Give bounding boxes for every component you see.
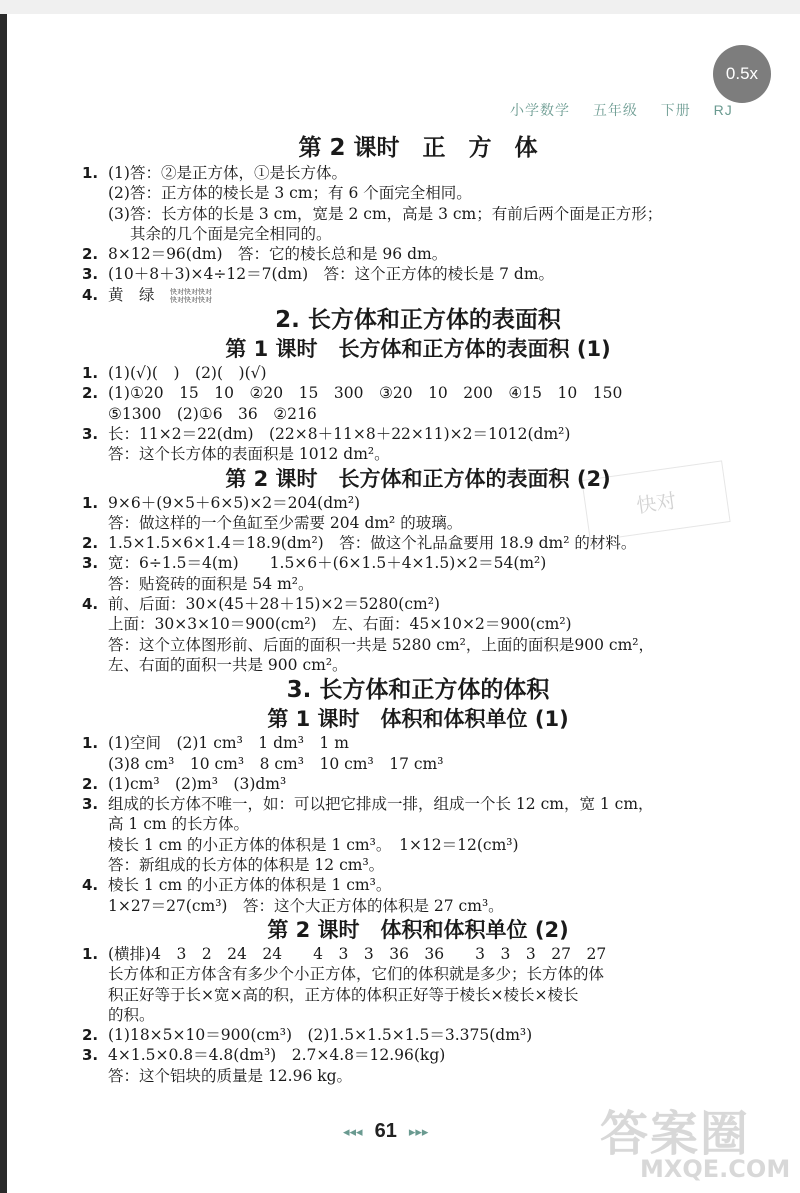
answer-text: 棱长 1 cm 的小正方体的体积是 1 cm³。 (108, 876, 392, 895)
note-line: 快对快对快对 (170, 288, 212, 296)
answer-text: 高 1 cm 的长方体。 (108, 815, 250, 834)
next-arrows-icon: ▸▸▸ (408, 1123, 429, 1139)
answer-text: (1)空间 (2)1 cm³ 1 dm³ 1 m (108, 734, 349, 753)
answer-continuation (88, 896, 788, 916)
answer-item (82, 244, 788, 264)
answer-item (82, 944, 788, 964)
answer-text: 其余的几个面是完全相同的。 (130, 224, 332, 243)
prev-arrows-icon: ◂◂◂ (343, 1123, 363, 1139)
answer-text: (1)18×5×10＝900(cm³) (2)1.5×1.5×1.5＝3.375(dm³) (108, 1026, 533, 1045)
answer-continuation (88, 985, 788, 1005)
item-number: 4. (82, 876, 99, 895)
lesson-title: 第 2 课时 长方体和正方体的表面积 (2) (225, 466, 611, 491)
item-number: 2. (82, 1026, 99, 1045)
answer-text: (1)cm³ (2)m³ (3)dm³ (108, 774, 287, 793)
answer-item (82, 363, 788, 383)
answer-text: (1)(√)( ) (2)( )(√) (108, 364, 267, 383)
answer-text: 组成的长方体不唯一，如：可以把它排成一排，组成一个长 12 cm，宽 1 cm， (108, 795, 654, 814)
answer-text: 黄 绿 (108, 285, 155, 304)
answer-continuation (88, 964, 788, 984)
section-title: 第 2 课时 正 方 体 (298, 135, 538, 161)
item-number: 3. (82, 795, 99, 814)
answer-text: (1)①20 15 10 ②20 15 300 ③20 10 200 ④15 10 150 (108, 384, 623, 403)
page-number: 61 (374, 1120, 397, 1142)
answer-continuation (88, 574, 788, 594)
item-number: 1. (82, 493, 99, 512)
answer-item (82, 594, 788, 614)
item-number: 4. (82, 595, 99, 614)
header-subject: 小学数学 (510, 102, 570, 118)
header-edition: RJ (713, 102, 733, 118)
watermark-logo: 答案圈 (600, 1106, 751, 1162)
answer-continuation (88, 814, 788, 834)
answer-continuation (88, 1005, 788, 1025)
lesson-title: 第 2 课时 体积和体积单位 (2) (267, 917, 569, 942)
header-grade: 五年级 (592, 102, 638, 118)
answer-continuation (88, 835, 788, 855)
answer-item (82, 553, 788, 573)
item-number: 2. (82, 534, 99, 553)
answer-item (82, 264, 788, 284)
answer-text: 答：新组成的长方体的体积是 12 cm³。 (108, 856, 385, 875)
answer-text: 积正好等于长×宽×高的积，正方体的体积正好等于棱长×棱长×棱长 (108, 985, 579, 1004)
answer-item (82, 794, 788, 814)
item-number: 3. (82, 1046, 99, 1065)
answer-text: (横排)4 3 2 24 24 4 3 3 36 36 3 3 3 27 27 (108, 944, 607, 963)
page-footer (343, 1120, 428, 1143)
section-title: 2. 长方体和正方体的表面积 (275, 307, 561, 334)
item-number: 1. (82, 734, 99, 753)
lesson-title: 第 1 课时 长方体和正方体的表面积 (1) (225, 337, 611, 362)
item-number: 3. (82, 424, 99, 443)
answer-item (82, 1025, 788, 1045)
answer-text: ⑤1300 (2)①6 36 ②216 (108, 404, 317, 423)
answer-text: 1.5×1.5×6×1.4＝18.9(dm²) 答：做这个礼品盒要用 18.9 dm² 的材料。 (108, 534, 637, 553)
answer-continuation (88, 1066, 788, 1086)
answer-text: 答：贴瓷砖的面积是 54 m²。 (108, 574, 314, 593)
watermark-site: MXQE.COM (640, 1155, 791, 1183)
answer-continuation (88, 204, 788, 224)
answer-item (82, 733, 788, 753)
item-number: 3. (82, 265, 99, 284)
answer-text: (1)答：②是正方体，①是长方体。 (108, 164, 347, 182)
answer-continuation (88, 614, 788, 634)
answer-text: 答：这个铝块的质量是 12.96 kg。 (108, 1066, 353, 1085)
page-left-edge (0, 14, 7, 1193)
kuaidui-stamp: 快对 (581, 460, 730, 541)
answer-text: 棱长 1 cm 的小正方体的体积是 1 cm³。 1×12＝12(cm³) (108, 835, 519, 854)
item-number: 3. (82, 554, 99, 573)
answer-item (82, 774, 788, 794)
answer-continuation (88, 513, 788, 533)
top-status-bar (0, 0, 800, 14)
item-number: 2. (82, 245, 99, 264)
answer-continuation (88, 404, 788, 424)
answer-item (82, 383, 788, 403)
answer-text: 1×27＝27(cm³) 答：这个大正方体的体积是 27 cm³。 (108, 896, 504, 915)
item-number: 1. (82, 364, 99, 383)
answer-text: (3)答：长方体的长是 3 cm，宽是 2 cm，高是 3 cm；有前后两个面是正方形； (108, 204, 663, 223)
header-volume: 下册 (660, 102, 691, 118)
answer-text: 答：这个立体图形前、后面的面积一共是 5280 cm²，上面的面积是900 cm²， (108, 635, 654, 654)
playback-speed-button[interactable]: 0.5x (713, 45, 771, 103)
answer-text: 宽：6÷1.5＝4(m) 1.5×6＋(6×1.5＋4×1.5)×2＝54(m²) (108, 554, 547, 573)
answer-continuation (88, 444, 788, 464)
answer-text: (3)8 cm³ 10 cm³ 8 cm³ 10 cm³ 17 cm³ (108, 754, 444, 773)
answer-text: 8×12＝96(dm) 答：它的棱长总和是 96 dm。 (108, 245, 448, 264)
answer-continuation (88, 635, 788, 655)
answer-item (82, 875, 788, 895)
item-number: 4. (82, 285, 99, 304)
item-number: 2. (82, 774, 99, 793)
answer-continuation (88, 183, 788, 203)
answer-text: 左、右面的面积一共是 900 cm²。 (108, 655, 348, 674)
answer-text: 答：这个长方体的表面积是 1012 dm²。 (108, 445, 390, 464)
answer-item (82, 163, 788, 183)
answer-item (82, 1045, 788, 1065)
answer-text: 长：11×2＝22(dm) (22×8＋11×8＋22×11)×2＝1012(dm²) (108, 424, 571, 443)
answer-item (82, 533, 788, 553)
lesson-title: 第 1 课时 体积和体积单位 (1) (267, 707, 569, 732)
note-line: 快对快对快对 (170, 296, 212, 304)
item-number: 1. (82, 164, 99, 182)
answer-item (82, 424, 788, 444)
answer-text: 4×1.5×0.8＝4.8(dm³) 2.7×4.8＝12.96(kg) (108, 1046, 446, 1065)
answer-continuation (88, 754, 788, 774)
handwritten-note (170, 288, 212, 304)
answer-continuation (88, 224, 788, 244)
answer-text: 长方体和正方体含有多少个小正方体，它们的体积就是多少；长方体的体 (108, 965, 605, 984)
answer-text: (2)答：正方体的棱长是 3 cm；有 6 个面完全相同。 (108, 184, 472, 203)
item-number: 2. (82, 384, 99, 403)
answer-item (82, 493, 788, 513)
answer-content (82, 133, 788, 1086)
answer-text: (10＋8＋3)×4÷12＝7(dm) 答：这个正方体的棱长是 7 dm。 (108, 265, 555, 284)
item-number: 1. (82, 944, 99, 963)
answer-continuation (88, 855, 788, 875)
answer-text: 上面：30×3×10＝900(cm²) 左、右面：45×10×2＝900(cm²) (108, 615, 572, 634)
answer-text: 的积。 (108, 1005, 155, 1024)
answer-text: 前、后面：30×(45＋28＋15)×2＝5280(cm²) (108, 595, 440, 614)
answer-continuation (88, 655, 788, 675)
page-header (510, 100, 751, 120)
answer-text: 答：做这样的一个鱼缸至少需要 204 dm² 的玻璃。 (108, 513, 463, 532)
answer-text: 9×6＋(9×5＋6×5)×2＝204(dm²) (108, 493, 361, 512)
section-title: 3. 长方体和正方体的体积 (286, 677, 550, 704)
